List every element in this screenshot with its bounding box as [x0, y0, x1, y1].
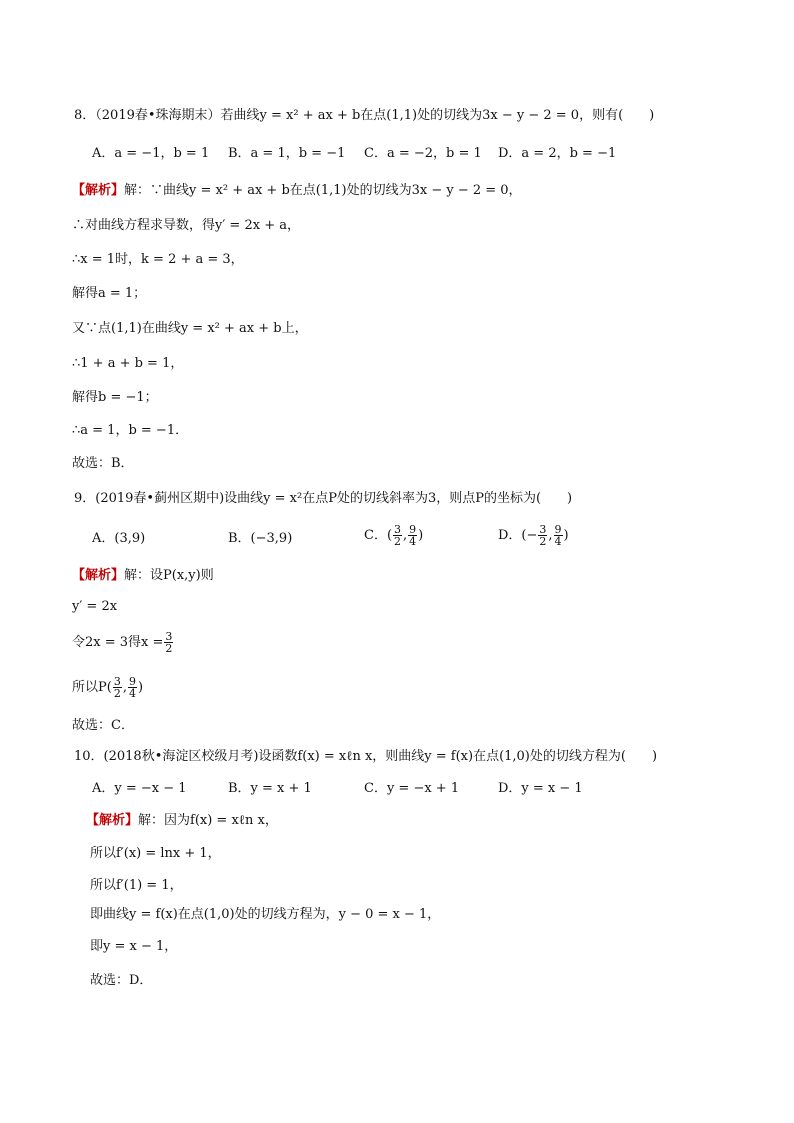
q8-analysis-line-1 [72, 182, 522, 200]
option-label: D．(− [498, 528, 538, 543]
fraction: $\frac{3}{2}$ [539, 523, 547, 548]
fraction: $\frac{9}{4}$ [128, 675, 136, 700]
q9-option-b: B．(−3,9) [228, 531, 293, 546]
q8-analysis-line-8: ∴a = 1，b = −1． [72, 423, 189, 438]
option-label: C．( [364, 528, 393, 543]
q10-option-d: D．y = x − 1 [498, 781, 583, 796]
q8-analysis-line-7: 解得b = −1； [72, 390, 158, 405]
q8-analysis-line-6: ∴1 + a + b = 1， [72, 356, 184, 371]
q9-option-d: D．(− $\frac{3}{2}$ , $\frac{9}{4}$ ) [498, 523, 569, 548]
q8-analysis-line-9: 故选：B． [72, 456, 134, 471]
fraction: $\frac{3}{2}$ [165, 630, 173, 655]
q8-analysis-line-3: ∴x = 1时，k = 2 + a = 3， [72, 252, 244, 267]
fraction: $\frac{3}{2}$ [113, 675, 121, 700]
q10-analysis-line-2: 所以f′(x) = lnx + 1， [90, 846, 221, 861]
analysis-tag: 【解析】 [86, 813, 139, 828]
q10-analysis-line-4: 即曲线y = f(x)在点(1,0)处的切线方程为，y − 0 = x − 1， [90, 907, 441, 922]
q8-analysis-line-5: 又∵点(1,1)在曲线y = x² + ax + b上， [72, 321, 308, 336]
q10-line-text: 解：因为f(x) = xℓn x， [138, 813, 278, 828]
q10-option-a: A．y = −x − 1 [92, 781, 187, 796]
q10-analysis-line-1 [86, 812, 278, 830]
q9-option-a: A．(3,9) [92, 531, 146, 546]
q9-option-c: C．( $\frac{3}{2}$ , $\frac{9}{4}$ ) [364, 523, 424, 548]
q9-line-text: 令2x = 3得x = [72, 635, 164, 650]
q8-analysis-line-4: 解得a = 1； [72, 286, 147, 301]
q10-option-c: C．y = −x + 1 [364, 781, 460, 796]
q10-analysis-line-6: 故选：D． [90, 973, 153, 988]
q10-analysis-line-5: 即y = x − 1， [90, 939, 178, 954]
q8-option-d: D．a = 2，b = −1 [498, 146, 617, 161]
fraction: $\frac{3}{2}$ [394, 523, 402, 548]
q9-analysis-line-2: y′ = 2x [72, 599, 118, 614]
fraction: $\frac{9}{4}$ [409, 523, 417, 548]
analysis-tag: 【解析】 [72, 568, 125, 583]
fraction: $\frac{9}{4}$ [554, 523, 562, 548]
q8-option-a: A．a = −1，b = 1 [92, 146, 210, 161]
q8-line-text: 解：∵曲线y = x² + ax + b在点(1,1)处的切线为3x − y − 2 = 0， [124, 183, 522, 198]
q8-analysis-line-2: ∴对曲线方程求导数，得y′ = 2x + a， [72, 218, 300, 233]
analysis-tag: 【解析】 [72, 183, 125, 198]
q9-analysis-line-3 [72, 631, 174, 654]
q8-stem: 8．（2019春•珠海期末）若曲线y = x² + ax + b在点(1,1)处的切线为3x − y − 2 = 0，则有( ) [74, 108, 655, 123]
q9-line-text: 解：设P(x,y)则 [124, 568, 214, 583]
q9-stem: 9．(2019春•蓟州区期中)设曲线y = x²在点P处的切线斜率为3，则点P的坐标为( ) [74, 491, 573, 506]
q9-analysis-line-5: 故选：C． [72, 718, 134, 733]
q9-analysis-line-1 [72, 567, 214, 585]
q8-option-c: C．a = −2，b = 1 [364, 146, 482, 161]
q8-option-b: B．a = 1，b = −1 [228, 146, 346, 161]
q10-option-b: B．y = x + 1 [228, 781, 312, 796]
q9-analysis-line-4: 所以P( $\frac{3}{2}$ , $\frac{9}{4}$ ) [72, 675, 144, 700]
q10-analysis-line-3: 所以f′(1) = 1， [90, 878, 183, 893]
q9-line-text: 所以P( [72, 680, 112, 695]
q10-stem: 10．(2018秋•海淀区校级月考)设函数f(x) = xℓn x，则曲线y = f(x)在点(1,0)处的切线方程为( ) [74, 749, 658, 764]
